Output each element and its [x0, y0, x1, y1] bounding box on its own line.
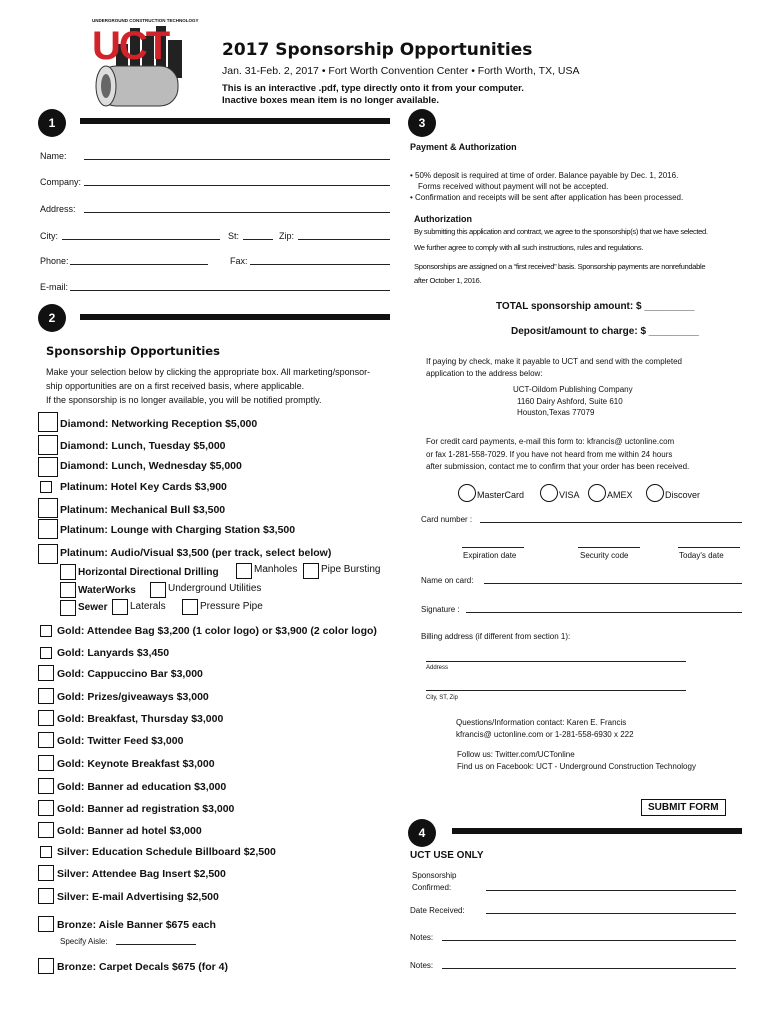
page-title: 2017 Sponsorship Opportunities [222, 40, 533, 60]
radio-discover[interactable] [646, 484, 664, 502]
item-platinum-mechanical-bull: Platinum: Mechanical Bull $3,500 [60, 504, 226, 516]
mailing-address-3: Houston,Texas 77079 [517, 408, 595, 417]
item-platinum-hotel-key-cards: Platinum: Hotel Key Cards $3,900 [60, 481, 227, 493]
address-label: Address: [40, 204, 76, 214]
track-waterworks-label: WaterWorks [78, 585, 136, 596]
checkbox-silver-email-advertising[interactable] [38, 888, 54, 904]
fax-field[interactable] [250, 264, 390, 265]
company-field[interactable] [84, 185, 390, 186]
checkbox-bronze-carpet-decals[interactable] [38, 958, 54, 974]
section-1-badge: 1 [38, 109, 66, 137]
phone-field[interactable] [70, 264, 208, 265]
item-gold-cappuccino-bar: Gold: Cappuccino Bar $3,000 [57, 668, 203, 680]
item-gold-keynote-breakfast: Gold: Keynote Breakfast $3,000 [57, 758, 215, 770]
checkbox-gold-banner-registration[interactable] [38, 800, 54, 816]
track-hdd-label: Horizontal Directional Drilling [78, 567, 219, 578]
payment-bullet-1b: Forms received without payment will not be accepted. [418, 182, 609, 191]
authorization-text-4: after October 1, 2016. [414, 276, 482, 285]
specify-aisle-label: Specify Aisle: [60, 937, 108, 946]
todays-date-field[interactable] [678, 547, 740, 548]
address-field[interactable] [84, 212, 390, 213]
city-field[interactable] [62, 239, 220, 240]
item-gold-twitter-feed: Gold: Twitter Feed $3,000 [57, 735, 184, 747]
checkbox-diamond-networking[interactable] [38, 412, 58, 432]
sponsorship-intro-3: If the sponsorship is no longer available, you will be notified promptly. [46, 395, 322, 405]
sponsorship-intro-2: ship opportunities are on a first received basis, where applicable. [46, 381, 305, 391]
mailing-address-1: UCT-Oildom Publishing Company [513, 385, 633, 394]
item-bronze-carpet-decals: Bronze: Carpet Decals $675 (for 4) [57, 961, 228, 973]
card-number-field[interactable] [480, 522, 742, 523]
checkbox-gold-prizes[interactable] [38, 688, 54, 704]
item-silver-email-advertising: Silver: E-mail Advertising $2,500 [57, 891, 219, 903]
logo-tagline: UNDERGROUND CONSTRUCTION TECHNOLOGY [92, 18, 199, 23]
checkbox-bronze-aisle-banner[interactable] [38, 916, 54, 932]
checkbox-track-laterals[interactable] [112, 599, 128, 615]
section-2-bar [80, 314, 390, 320]
state-field[interactable] [243, 239, 273, 240]
follow-facebook: Find us on Facebook: UCT - Underground Construction Technology [457, 762, 696, 771]
checkbox-gold-cappuccino-bar[interactable] [38, 665, 54, 681]
uct-logo [86, 18, 199, 118]
item-gold-attendee-bag: Gold: Attendee Bag $3,200 (1 color logo) or $3,900 (2 color logo) [57, 625, 377, 637]
item-gold-breakfast-thursday: Gold: Breakfast, Thursday $3,000 [57, 713, 224, 725]
item-platinum-lounge: Platinum: Lounge with Charging Station $3,500 [60, 524, 296, 536]
sponsorship-label: Sponsorship [412, 871, 457, 880]
company-label: Company: [40, 177, 82, 187]
checkbox-silver-schedule-billboard[interactable] [40, 846, 52, 858]
section-2-badge: 2 [38, 304, 66, 332]
specify-aisle-field[interactable] [116, 944, 196, 945]
checkbox-platinum-hotel-key-cards[interactable] [40, 481, 52, 493]
city-label: City: [40, 231, 58, 241]
checkbox-track-utilities[interactable] [150, 582, 166, 598]
checkbox-diamond-lunch-tuesday[interactable] [38, 435, 58, 455]
state-label: St: [228, 231, 240, 241]
track-pipe-bursting-label: Pipe Bursting [321, 564, 381, 575]
checkbox-platinum-mechanical-bull[interactable] [38, 498, 58, 518]
item-silver-schedule-billboard: Silver: Education Schedule Billboard $2,500 [57, 846, 276, 858]
zip-label: Zip: [279, 231, 295, 241]
phone-label: Phone: [40, 256, 69, 266]
questions-contact-details: kfrancis@ uctonline.com or 1-281-558-6930 x 222 [456, 730, 634, 739]
authorization-text-1: By submitting this application and contract, we agree to the sponsorship(s) that we have selected. [414, 227, 708, 236]
logo-letters: UCT [92, 24, 169, 68]
radio-visa-label: VISA [559, 490, 580, 500]
checkbox-gold-banner-hotel[interactable] [38, 822, 54, 838]
section-4-badge: 4 [408, 819, 436, 847]
radio-mastercard-label: MasterCard [477, 490, 525, 500]
item-gold-banner-hotel: Gold: Banner ad hotel $3,000 [57, 825, 202, 837]
checkbox-platinum-audio-visual[interactable] [38, 544, 58, 564]
billing-address-field[interactable] [426, 661, 686, 662]
authorization-heading: Authorization [414, 214, 472, 224]
item-gold-banner-registration: Gold: Banner ad registration $3,000 [57, 803, 235, 815]
card-number-label: Card number : [421, 515, 473, 524]
credit-card-instructions-3: after submission, contact me to confirm that your order has been received. [426, 462, 690, 471]
billing-city-field[interactable] [426, 690, 686, 691]
billing-address-small-label: Address [426, 665, 449, 671]
checkbox-track-sewer[interactable] [60, 600, 76, 616]
signature-label: Signature : [421, 605, 460, 614]
follow-twitter: Follow us: Twitter.com/UCTonline [457, 750, 575, 759]
todays-date-label: Today's date [679, 551, 724, 560]
confirmed-label: Confirmed: [412, 883, 452, 892]
name-on-card-field[interactable] [484, 583, 742, 584]
notes-label-1: Notes: [410, 933, 434, 942]
notes-field-2[interactable] [442, 968, 736, 969]
checkbox-platinum-lounge[interactable] [38, 519, 58, 539]
checkbox-gold-twitter-feed[interactable] [38, 732, 54, 748]
checkbox-track-manholes[interactable] [236, 563, 252, 579]
checkbox-track-waterworks[interactable] [60, 582, 76, 598]
billing-city-small-label: City, ST, Zip [426, 695, 458, 701]
checkbox-track-hdd[interactable] [60, 564, 76, 580]
sponsorship-intro-1: Make your selection below by clicking the appropriate box. All marketing/sponsor- [46, 367, 371, 377]
expiration-date-label: Expiration date [463, 551, 517, 560]
item-platinum-audio-visual: Platinum: Audio/Visual $3,500 (per track, select below) [60, 547, 332, 559]
payment-bullet-2-text: Confirmation and receipts will be sent after application has been processed. [415, 193, 684, 202]
sponsorship-heading: Sponsorship Opportunities [46, 344, 220, 358]
item-bronze-aisle-banner: Bronze: Aisle Banner $675 each [57, 919, 216, 931]
section-4-bar [452, 828, 742, 834]
checkbox-gold-breakfast-thursday[interactable] [38, 710, 54, 726]
track-pressure-pipe-label: Pressure Pipe [200, 601, 263, 612]
signature-field[interactable] [466, 612, 742, 613]
payment-bullet-2: • Confirmation and receipts will be sent after application has been processed. [410, 193, 684, 202]
section-3-badge: 3 [408, 109, 436, 137]
zip-field[interactable] [298, 239, 390, 240]
deposit-amount[interactable]: Deposit/amount to charge: $ _________ [511, 326, 699, 337]
fax-label: Fax: [230, 256, 248, 266]
notes-field-1[interactable] [442, 940, 736, 941]
track-utilities-label: Underground Utilities [168, 583, 262, 594]
uct-use-only-heading: UCT USE ONLY [410, 850, 484, 861]
event-subtitle: Jan. 31-Feb. 2, 2017 • Fort Worth Convention Center • Forth Worth, TX, USA [222, 65, 580, 77]
authorization-text-2: We further agree to comply with all such instructions, rules and regulations. [414, 243, 644, 252]
checkbox-gold-lanyards[interactable] [40, 647, 52, 659]
checkbox-diamond-lunch-wednesday[interactable] [38, 457, 58, 477]
radio-visa[interactable] [540, 484, 558, 502]
date-received-label: Date Received: [410, 906, 465, 915]
track-manholes-label: Manholes [254, 564, 298, 575]
questions-contact: Questions/Information contact: Karen E. Francis [456, 718, 627, 727]
radio-mastercard[interactable] [458, 484, 476, 502]
section-1-bar [80, 118, 390, 124]
payment-bullet-1-text: 50% deposit is required at time of order. Balance payable by Dec. 1, 2016. [415, 171, 679, 180]
header-note-inactive: Inactive boxes mean item is no longer available. [222, 95, 439, 106]
radio-amex[interactable] [588, 484, 606, 502]
checkbox-silver-bag-insert[interactable] [38, 865, 54, 881]
notes-label-2: Notes: [410, 961, 434, 970]
check-instructions-2: application to the address below: [426, 369, 543, 378]
credit-card-instructions-2: or fax 1-281-558-7029. If you have not heard from me within 24 hours [426, 450, 673, 459]
credit-card-instructions-1: For credit card payments, e-mail this form to: kfrancis@ uctonline.com [426, 437, 675, 446]
security-code-label: Security code [580, 551, 629, 560]
item-gold-prizes: Gold: Prizes/giveaways $3,000 [57, 691, 209, 703]
email-field[interactable] [70, 290, 390, 291]
header-note-interactive: This is an interactive .pdf, type directly onto it from your computer. [222, 83, 524, 94]
item-gold-lanyards: Gold: Lanyards $3,450 [57, 647, 170, 659]
name-field[interactable] [84, 159, 390, 160]
item-diamond-lunch-wednesday: Diamond: Lunch, Wednesday $5,000 [60, 460, 242, 472]
name-label: Name: [40, 151, 67, 161]
radio-amex-label: AMEX [607, 490, 633, 500]
payment-bullet-1: • 50% deposit is required at time of order. Balance payable by Dec. 1, 2016. [410, 171, 679, 180]
item-gold-banner-education: Gold: Banner ad education $3,000 [57, 781, 227, 793]
submit-form-button[interactable]: SUBMIT FORM [641, 799, 726, 816]
payment-heading: Payment & Authorization [410, 142, 517, 152]
checkbox-track-pipe-bursting[interactable] [303, 563, 319, 579]
radio-discover-label: Discover [665, 490, 701, 500]
date-received-field[interactable] [486, 913, 736, 914]
authorization-text-3: Sponsorships are assigned on a “first received” basis. Sponsorship payments are nonrefundable [414, 262, 706, 271]
checkbox-gold-keynote-breakfast[interactable] [38, 755, 54, 771]
checkbox-track-pressure-pipe[interactable] [182, 599, 198, 615]
name-on-card-label: Name on card: [421, 576, 474, 585]
checkbox-gold-banner-education[interactable] [38, 778, 54, 794]
track-sewer-label: Sewer [78, 602, 108, 613]
security-code-field[interactable] [578, 547, 640, 548]
item-silver-bag-insert: Silver: Attendee Bag Insert $2,500 [57, 868, 226, 880]
item-diamond-networking: Diamond: Networking Reception $5,000 [60, 418, 258, 430]
track-laterals-label: Laterals [130, 601, 166, 612]
checkbox-gold-attendee-bag[interactable] [40, 625, 52, 637]
expiration-date-field[interactable] [462, 547, 524, 548]
confirmed-field[interactable] [486, 890, 736, 891]
email-label: E-mail: [40, 282, 69, 292]
billing-address-label: Billing address (if different from section 1): [421, 632, 571, 641]
total-amount[interactable]: TOTAL sponsorship amount: $ _________ [496, 301, 695, 312]
mailing-address-2: 1160 Dairy Ashford, Suite 610 [517, 397, 623, 406]
item-diamond-lunch-tuesday: Diamond: Lunch, Tuesday $5,000 [60, 440, 226, 452]
check-instructions-1: If paying by check, make it payable to UCT and send with the completed [426, 357, 682, 366]
